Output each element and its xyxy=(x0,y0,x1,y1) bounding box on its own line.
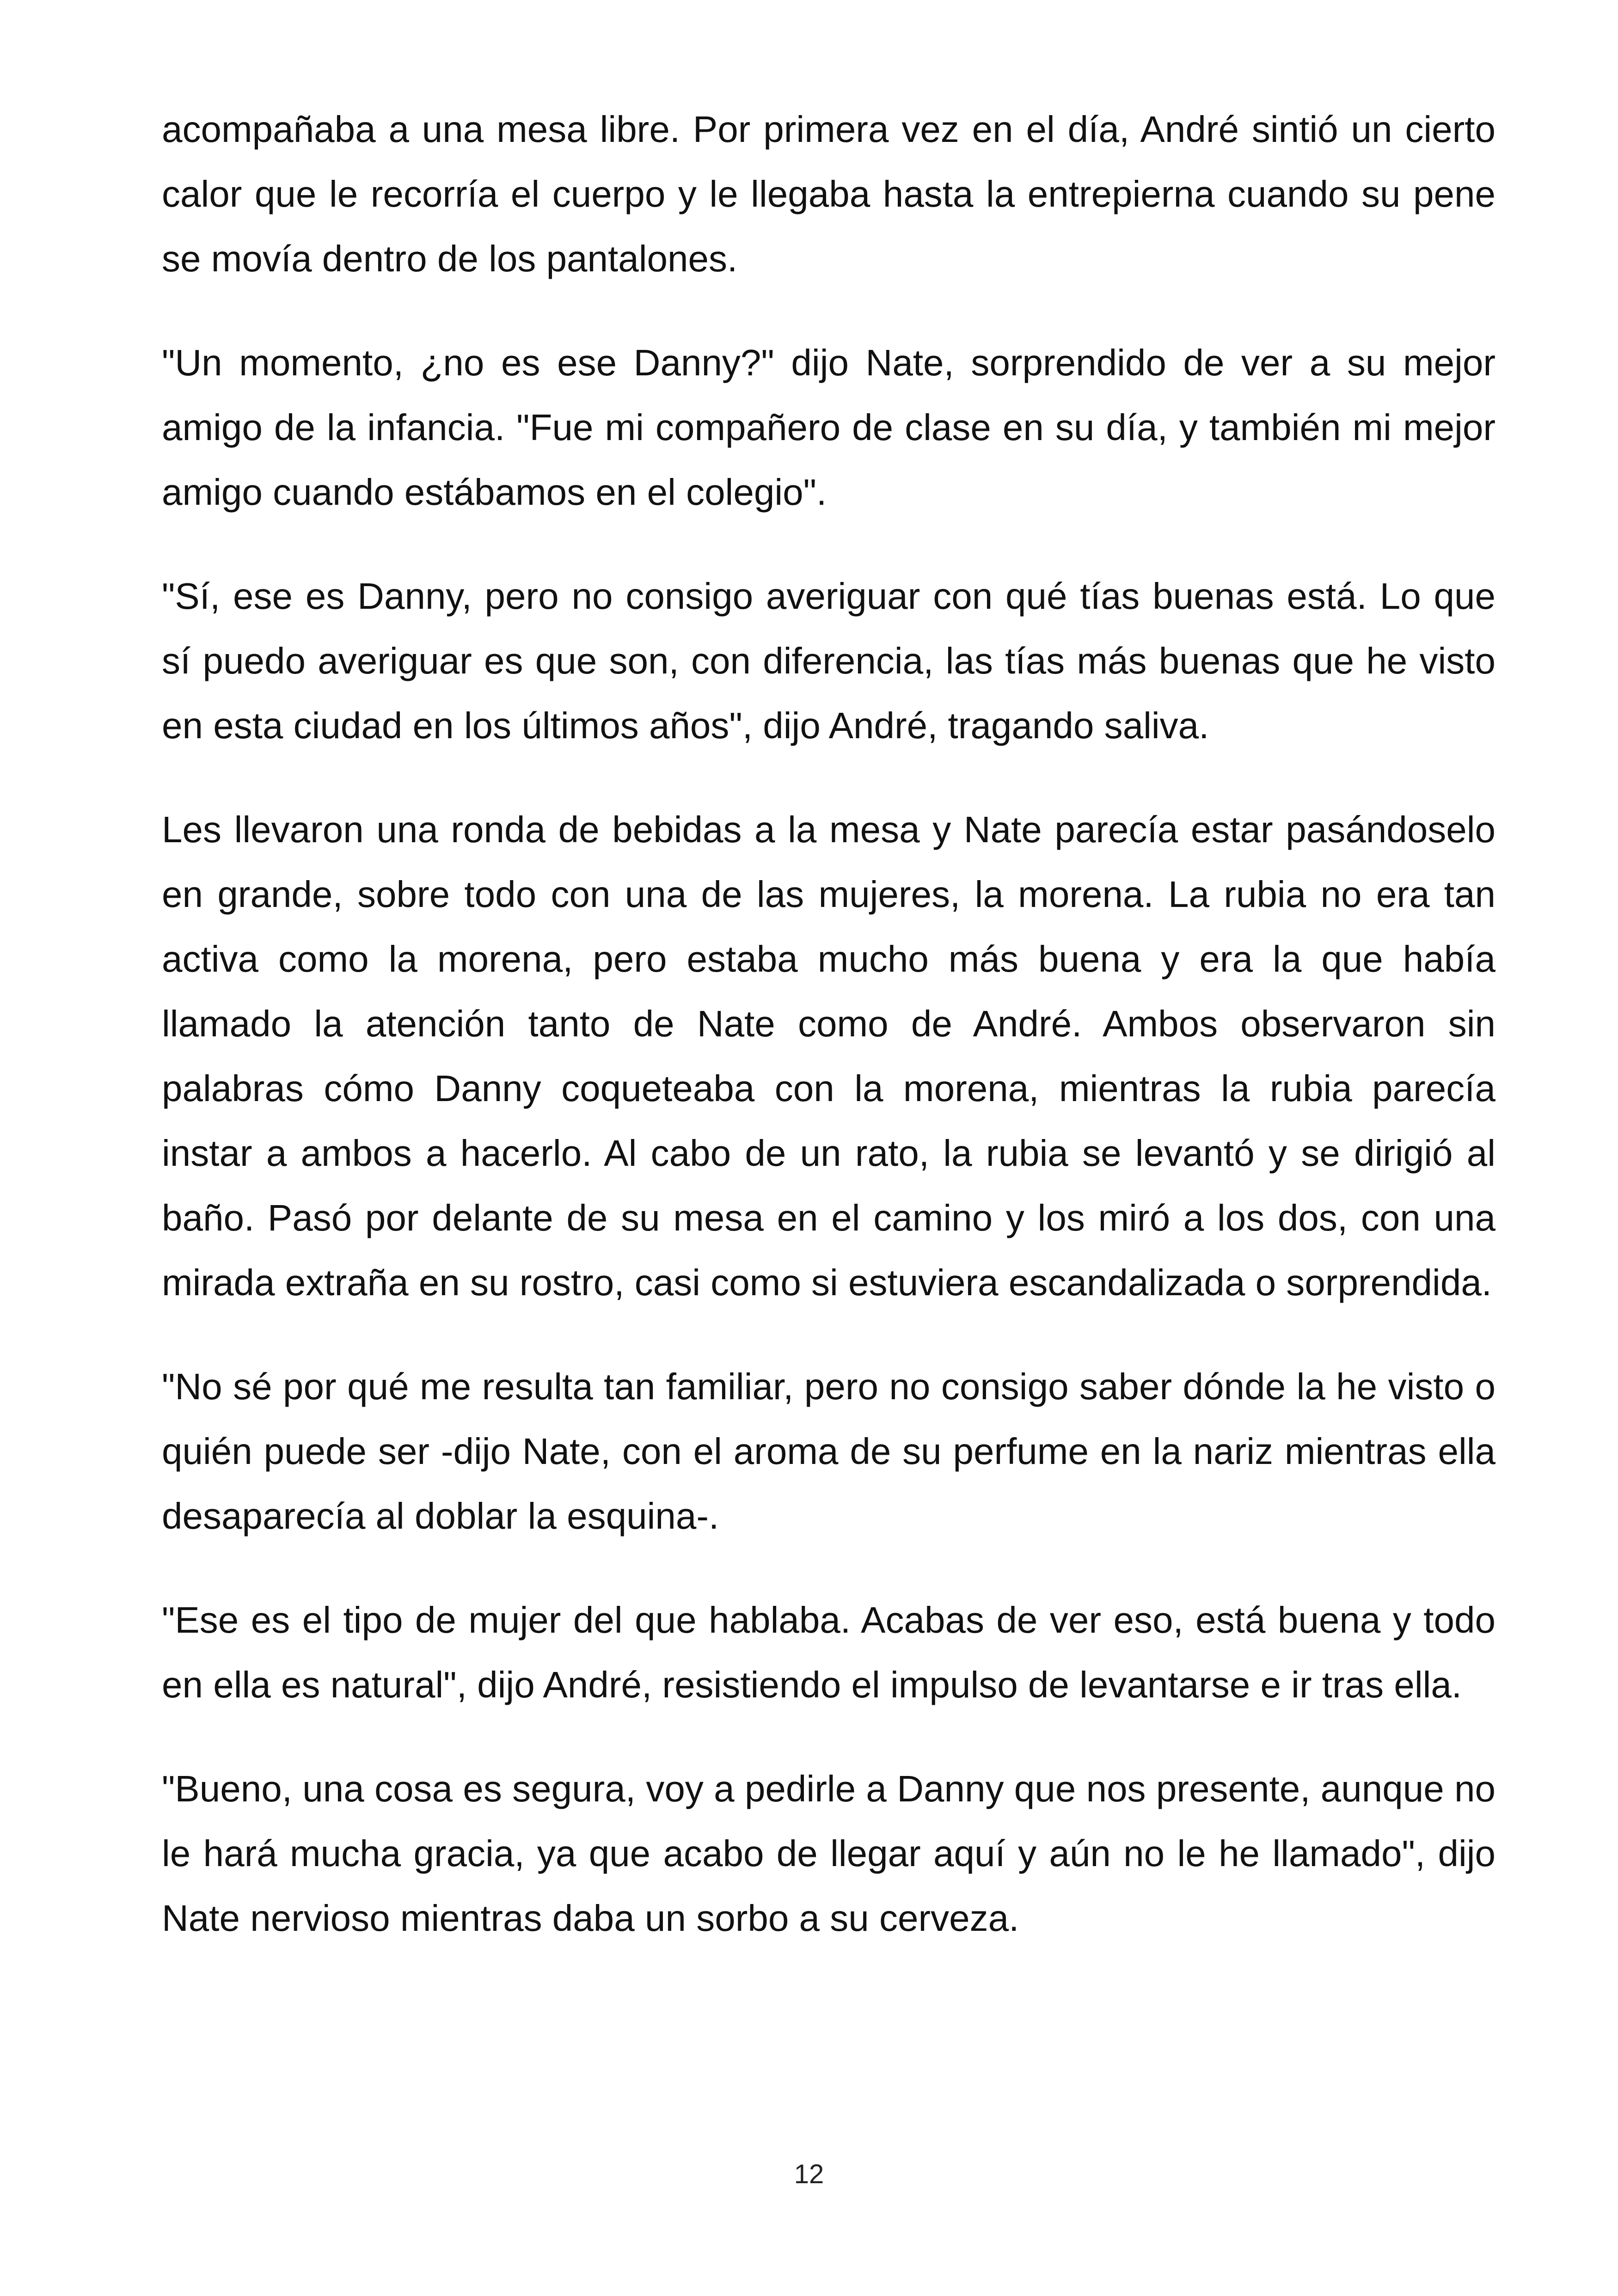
paragraph: "Un momento, ¿no es ese Danny?" dijo Nate, sorprendido de ver a su mejor amigo de la infancia. "Fue mi compañero de clase en su día, y también mi mejor amigo cuando estábamos en el colegio". xyxy=(162,342,1495,513)
paragraph: Les llevaron una ronda de bebidas a la mesa y Nate parecía estar pasándoselo en grande, sobre todo con una de las mujeres, la morena. La rubia no era tan activa como la morena, pero estaba mucho más buena y era la que había llamado la atención tanto de Nate como de André. Ambos observaron sin palabras cómo Danny coqueteaba con la morena, mientras la rubia parecía instar a ambos a hacerlo. Al cabo de un rato, la rubia se levantó y se dirigió al baño. Pasó por delante de su mesa en el camino y los miró a los dos, con una mirada extraña en su rostro, casi como si estuviera escandalizada o sorprendida. xyxy=(162,809,1495,1303)
body-text xyxy=(162,97,1495,1990)
paragraph: "Ese es el tipo de mujer del que hablaba. Acabas de ver eso, está buena y todo en ella es natural", dijo André, resistiendo el impulso de levantarse e ir tras ella. xyxy=(162,1599,1495,1705)
page-number: 12 xyxy=(794,2159,824,2189)
paragraph: acompañaba a una mesa libre. Por primera vez en el día, André sintió un cierto calor que le recorría el cuerpo y le llegaba hasta la entrepierna cuando su pene se movía dentro de los pantalones. xyxy=(162,109,1495,279)
paragraph: "Sí, ese es Danny, pero no consigo averiguar con qué tías buenas está. Lo que sí puedo averiguar es que son, con diferencia, las tías más buenas que he visto en esta ciudad en los últimos años", dijo André, tragando saliva. xyxy=(162,576,1495,746)
paragraph: "Bueno, una cosa es segura, voy a pedirle a Danny que nos presente, aunque no le hará mucha gracia, ya que acabo de llegar aquí y aún no le he llamado", dijo Nate nervioso mientras daba un sorbo a su cerveza. xyxy=(162,1768,1495,1939)
paragraph: "No sé por qué me resulta tan familiar, pero no consigo saber dónde la he visto o quién puede ser -dijo Nate, con el aroma de su perfume en la nariz mientras ella desaparecía al doblar la esquina-. xyxy=(162,1366,1495,1537)
